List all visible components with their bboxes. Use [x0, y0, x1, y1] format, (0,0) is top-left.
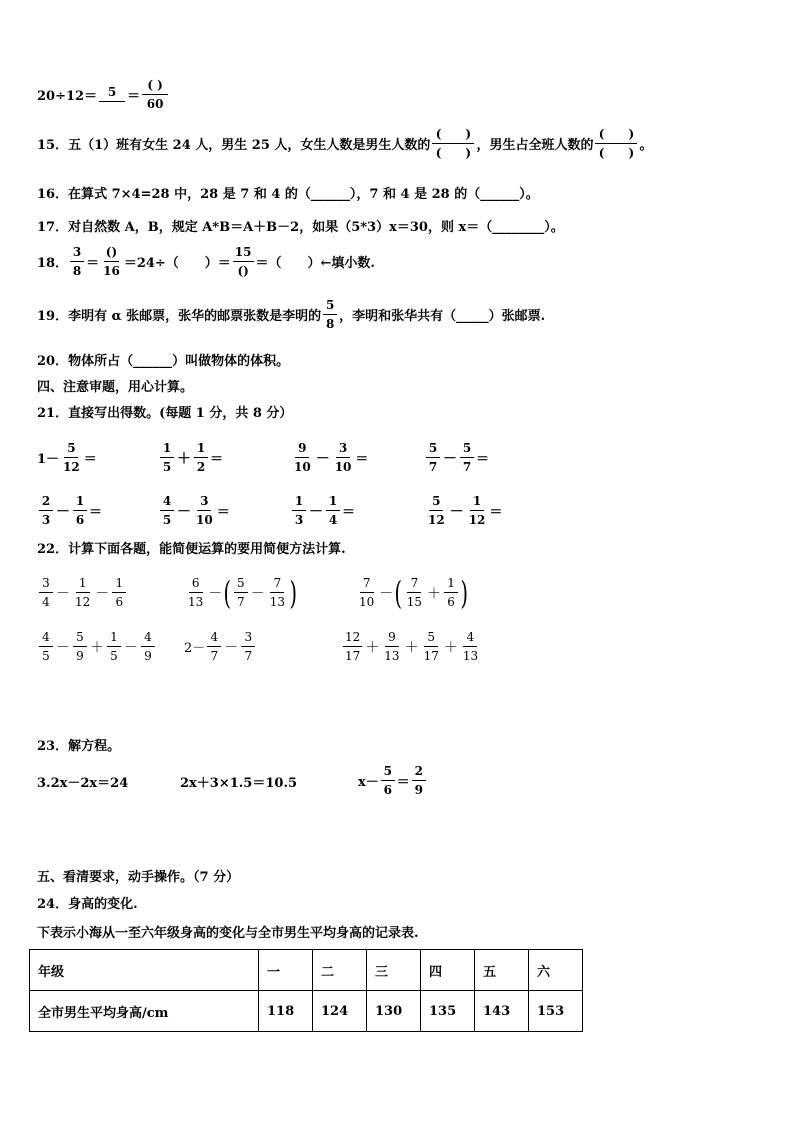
fraction: $\frac{1}{12}$ [468, 494, 486, 527]
question-text: 20÷12＝ [37, 89, 98, 104]
fraction: $\frac{4}{5}$ [160, 494, 174, 527]
q21-item: $\frac{5}{7}$ － $\frac{5}{7}$ ＝ [424, 441, 489, 474]
answer-fraction[interactable]: $\frac{( )}{( )}$ [595, 127, 637, 160]
fraction: $\frac{3}{8}$ [70, 245, 84, 278]
table-cell: 124 [313, 991, 367, 1032]
section-4-heading: 四、注意审题，用心计算。 [37, 380, 194, 395]
table-cell: 130 [367, 991, 421, 1032]
table-cell: 135 [421, 991, 475, 1032]
expression-3: $\frac{7}{10}$ － ( $\frac{7}{15}$ ＋ $\frac{1}{6}$ ) [359, 573, 469, 612]
q21-item: $\frac{1}{3}$ － $\frac{1}{4}$ ＝ [290, 494, 355, 527]
question-24: 24．身高的变化. [37, 897, 138, 912]
q21-item: $\frac{2}{3}$ － $\frac{1}{6}$ ＝ [37, 494, 102, 527]
table-cell: 118 [259, 991, 313, 1032]
height-table [29, 949, 583, 1032]
table-row [30, 991, 583, 1032]
answer-fraction[interactable]: $\frac{( )}{( )}$ [432, 127, 474, 160]
fraction: $\frac{1}{5}$ [160, 441, 174, 474]
fraction: $\frac{4}{5}$ [39, 630, 53, 663]
expression-2: $\frac{6}{13}$ － ( $\frac{5}{7}$ － $\frac{7}{13}$ ) [188, 573, 298, 612]
expression-6: $\frac{12}{17}$ ＋ $\frac{9}{13}$ ＋ $\frac{5}{17}$ ＋ $\frac{4}{13}$ [345, 630, 479, 663]
table-cell: 二 [313, 950, 367, 991]
fraction: $\frac{15}{()}$ [234, 245, 252, 278]
fraction: $\frac{1}{6}$ [112, 576, 126, 609]
table-cell: 一 [259, 950, 313, 991]
fraction: $\frac{5}{9}$ [73, 630, 87, 663]
table-cell: 153 [529, 991, 583, 1032]
fraction: $\frac{9}{10}$ [294, 441, 311, 474]
fraction: $\frac{1}{12}$ [75, 576, 91, 609]
fraction: $\frac{1}{4}$ [326, 494, 340, 527]
equation-1: 3.2x－2x＝24 [37, 776, 129, 791]
table-header-row [30, 950, 583, 991]
fraction: $\frac{2}{9}$ [412, 764, 426, 797]
equation-2: 2x＋3×1.5＝10.5 [180, 776, 298, 791]
fraction: $\frac{7}{13}$ [269, 576, 286, 609]
fraction: $\frac{1}{3}$ [292, 494, 306, 527]
fraction: $\frac{5}{12}$ [63, 441, 80, 474]
question-22: 22．计算下面各题，能简便运算的要用简便方法计算. [37, 542, 346, 557]
fraction: $\frac{1}{6}$ [73, 494, 87, 527]
fraction: $\frac{3}{10}$ [196, 494, 213, 527]
table-cell: 年级 [30, 950, 259, 991]
fraction: $\frac{1}{5}$ [107, 630, 121, 663]
table-cell: 五 [475, 950, 529, 991]
fraction: $\frac{5}{7}$ [460, 441, 474, 474]
fraction: $\frac{1}{2}$ [194, 441, 208, 474]
fraction: $\frac{5}{7}$ [426, 441, 440, 474]
expression-1: $\frac{3}{4}$ － $\frac{1}{12}$ － $\frac{1}{6}$ [37, 576, 128, 609]
table-cell: 四 [421, 950, 475, 991]
table-cell: 三 [367, 950, 421, 991]
question-21: 21．直接写出得数。(每题 1 分，共 8 分） [37, 406, 293, 421]
question-19: 19．李明有 α 张邮票，张华的邮票张数是李明的 $\frac{5}{8}$ ，李明和张华共有（_____）张邮票. [37, 298, 546, 331]
fraction: $\frac{4}{13}$ [462, 630, 479, 663]
table-cell: 六 [529, 950, 583, 991]
fraction: $\frac{9}{13}$ [384, 630, 400, 663]
table-cell: 全市男生平均身高/cm [30, 991, 259, 1032]
fraction: $\frac{7}{10}$ [359, 576, 375, 609]
section-5-heading: 五、看清要求，动手操作。（7 分） [37, 870, 240, 885]
fraction: $\frac{3}{7}$ [241, 630, 255, 663]
fraction: $\frac{5}{12}$ [428, 494, 445, 527]
equation-3: x－ $\frac{5}{6}$ ＝ $\frac{2}{9}$ [358, 764, 428, 797]
question-23: 23．解方程。 [37, 739, 121, 754]
fraction: $\frac{1}{6}$ [444, 576, 458, 609]
q21-item: $\frac{4}{5}$ － $\frac{3}{10}$ ＝ [158, 494, 230, 527]
q21-item: $\frac{5}{12}$ － $\frac{1}{12}$ ＝ [428, 494, 503, 527]
fraction: $\frac{3}{10}$ [334, 441, 352, 474]
fraction: $\frac{3}{4}$ [39, 576, 53, 609]
question-18: 18． $\frac{3}{8}$ ＝ $\frac{()}{16}$ ＝24÷（ ）＝ $\frac{15}{()}$ ＝（ ）←填小数. [37, 245, 375, 278]
fraction: $\frac{5}{7}$ [234, 576, 248, 609]
expression-5: 2－ $\frac{4}{7}$ － $\frac{3}{7}$ [184, 630, 257, 663]
fraction: $\frac{5}{8}$ [323, 298, 337, 331]
q21-item: $\frac{9}{10}$ － $\frac{3}{10}$ ＝ [294, 441, 369, 474]
question-17: 17．对自然数 A，B，规定 A*B＝A＋B－2，如果（5*3）x＝30，则 x＝（________）。 [37, 220, 564, 235]
fraction: $\frac{6}{13}$ [188, 576, 204, 609]
fraction: $\frac{()}{16}$ [103, 245, 120, 278]
expression-4: $\frac{4}{5}$ － $\frac{5}{9}$ ＋ $\frac{1}{5}$ － $\frac{4}{9}$ [37, 630, 157, 663]
fraction: $\frac{7}{15}$ [406, 576, 423, 609]
question-top: 20÷12＝ 5 ＝ $\frac{( )}{60}$ [37, 78, 170, 111]
question-15: 15． 五（1）班有女生 24 人，男生 25 人，女生人数是男生人数的 $\frac{( )}{( )}$ ，男生占全班人数的 $\frac{( )}{( )}$ 。 [37, 127, 653, 160]
fraction: $\frac{12}{17}$ [345, 630, 361, 663]
fraction: $\frac{5}{17}$ [423, 630, 439, 663]
question-20: 20．物体所占（______）叫做物体的体积。 [37, 354, 290, 369]
fraction: $\frac{4}{9}$ [141, 630, 155, 663]
q21-item: $\frac{1}{5}$ ＋ $\frac{1}{2}$ ＝ [158, 441, 223, 474]
table-cell: 143 [475, 991, 529, 1032]
fraction: $\frac{5}{6}$ [381, 764, 395, 797]
fraction: $\frac{2}{3}$ [39, 494, 53, 527]
fraction: $\frac{( )}{60}$ [142, 78, 168, 111]
question-24-description: 下表示小海从一至六年级身高的变化与全市男生平均身高的记录表. [37, 926, 419, 941]
fraction: 5 [99, 85, 125, 104]
fraction: $\frac{4}{7}$ [207, 630, 221, 663]
q21-item: 1－ $\frac{5}{12}$ ＝ [37, 441, 97, 474]
question-16: 16．在算式 7×4=28 中，28 是 7 和 4 的（______），7 和 4 是 28 的（______）。 [37, 187, 539, 202]
